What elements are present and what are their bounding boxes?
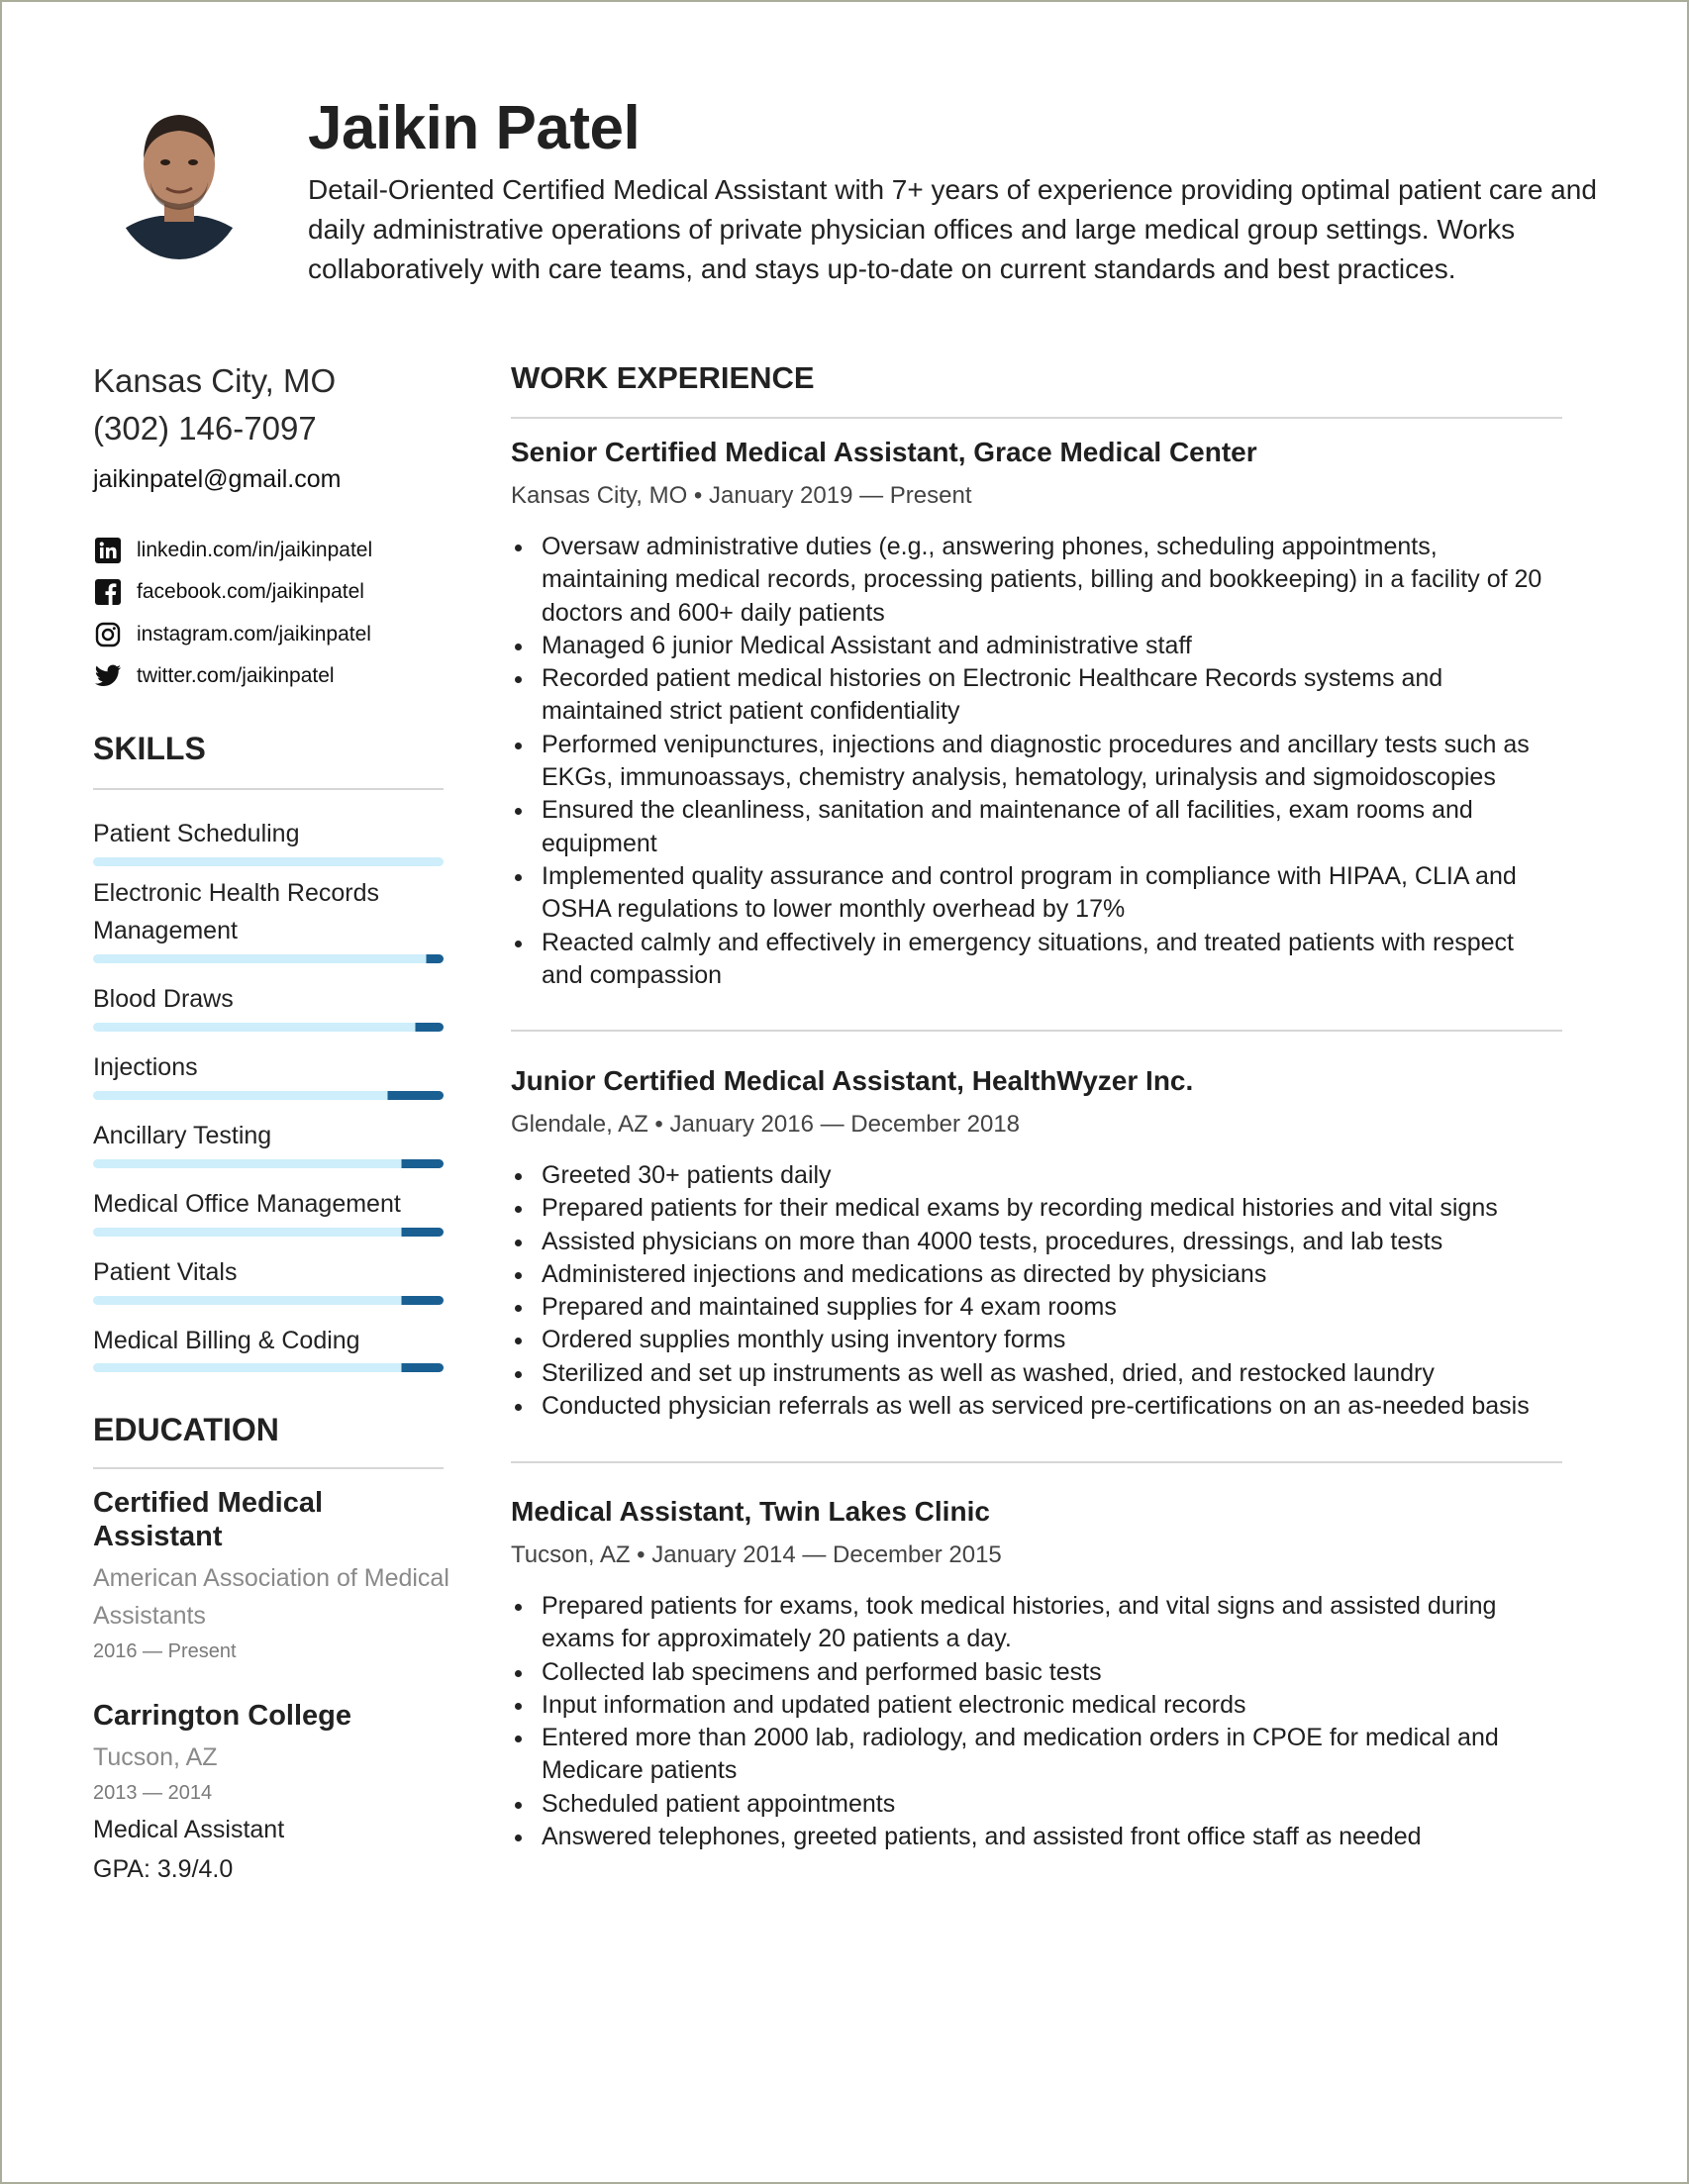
skill-level-fill [93, 1296, 444, 1305]
job-bullet: Performed venipunctures, injections and diagnostic procedures and ancillary tests such as EKGs, immunoassays, chemistry analysis, hematology, urinalysis and sigmoidoscopies [511, 729, 1560, 795]
job-bullets [511, 531, 1560, 992]
candidate-name: Jaikin Patel [308, 94, 641, 162]
social-linkedin[interactable] [93, 535, 372, 566]
job-title: Medical Assistant, Twin Lakes Clinic [511, 1496, 990, 1527]
facebook-icon [93, 577, 123, 607]
job-divider [511, 1030, 1562, 1032]
job-bullet: Ensured the cleanliness, sanitation and maintenance of all facilities, exam rooms and equipment [511, 794, 1560, 860]
job-bullet: Reacted calmly and effectively in emergency situations, and treated patients with respect and compassion [511, 927, 1560, 993]
social-twitter[interactable] [93, 660, 335, 692]
job-bullets [511, 1590, 1560, 1853]
social-instagram-label: instagram.com/jaikinpatel [137, 623, 371, 645]
twitter-icon [93, 661, 123, 691]
job-divider [511, 1461, 1562, 1463]
job-bullet: Prepared patients for their medical exams by recording medical histories and vital signs [511, 1192, 1560, 1225]
job-bullet: Input information and updated patient electronic medical records [511, 1689, 1560, 1722]
job-bullet: Collected lab specimens and performed basic tests [511, 1656, 1560, 1689]
job-bullet: Oversaw administrative duties (e.g., answering phones, scheduling appointments, maintaining medical records, processing patients, billing and bookkeeping) in a facility of 20 doctors and 600+ daily patients [511, 531, 1560, 630]
skill-label: Injections [93, 1053, 198, 1081]
skill-label: Medical Office Management [93, 1190, 401, 1218]
skills-heading: SKILLS [93, 731, 206, 766]
skill-level-fill [93, 954, 444, 963]
job-bullets [511, 1159, 1560, 1423]
skill-label: Patient Scheduling [93, 820, 300, 847]
skill-level-fill [93, 1091, 444, 1100]
skill-label: Ancillary Testing [93, 1122, 272, 1149]
experience-divider [511, 417, 1562, 419]
social-facebook[interactable] [93, 576, 364, 608]
skill-level-bar [93, 1296, 444, 1305]
job-meta: Glendale, AZ • January 2016 — December 2018 [511, 1111, 1021, 1138]
education-heading: EDUCATION [93, 1412, 279, 1447]
job-bullet: Greeted 30+ patients daily [511, 1159, 1560, 1192]
experience-heading: WORK EXPERIENCE [511, 360, 815, 395]
skill-level-bar [93, 1159, 444, 1168]
education-field: Medical Assistant [93, 1816, 285, 1843]
skill-level-bar [93, 954, 444, 963]
job-bullet: Recorded patient medical histories on Electronic Healthcare Records systems and maintained strict patient confidentiality [511, 662, 1560, 729]
skill-label: Medical Billing & Coding [93, 1327, 360, 1354]
skill-level-bar [93, 1091, 444, 1100]
job-bullet: Managed 6 junior Medical Assistant and administrative staff [511, 630, 1560, 662]
skill-level-fill [93, 1363, 444, 1372]
education-divider [93, 1467, 444, 1469]
social-facebook-label: facebook.com/jaikinpatel [137, 580, 364, 603]
education-dates: 2016 — Present [93, 1640, 237, 1662]
job-bullet: Administered injections and medications as directed by physicians [511, 1258, 1560, 1291]
profile-photo [111, 93, 248, 259]
skill-level-bar [93, 857, 444, 866]
skill-label: Electronic Health Records Management [93, 879, 380, 944]
skill-level-bar [93, 1363, 444, 1372]
job-bullet: Scheduled patient appointments [511, 1788, 1560, 1821]
contact-phone: (302) 146-7097 [93, 410, 317, 447]
job-title: Senior Certified Medical Assistant, Grace Medical Center [511, 437, 1257, 467]
job-meta: Tucson, AZ • January 2014 — December 2015 [511, 1541, 1002, 1568]
skill-level-bar [93, 1023, 444, 1032]
education-degree: Carrington College [93, 1700, 352, 1732]
job-bullet: Answered telephones, greeted patients, and assisted front office staff as needed [511, 1821, 1560, 1853]
job-title: Junior Certified Medical Assistant, HealthWyzer Inc. [511, 1065, 1194, 1096]
skill-level-fill [93, 1159, 444, 1168]
job-bullet: Ordered supplies monthly using inventory forms [511, 1324, 1560, 1356]
skill-level-fill [93, 857, 444, 866]
job-bullet: Sterilized and set up instruments as well as washed, dried, and restocked laundry [511, 1357, 1560, 1390]
skill-label: Blood Draws [93, 985, 234, 1013]
skills-divider [93, 788, 444, 790]
job-bullet: Entered more than 2000 lab, radiology, and medication orders in CPOE for medical and Medicare patients [511, 1722, 1560, 1788]
job-bullet: Implemented quality assurance and control program in compliance with HIPAA, CLIA and OSHA regulations to lower monthly overhead by 17% [511, 860, 1560, 927]
education-gpa: GPA: 3.9/4.0 [93, 1855, 234, 1883]
profile-summary: Detail-Oriented Certified Medical Assistant with 7+ years of experience providing optimal patient care and daily administrative operations of private physician offices and large medical group settings. Works collaboratively with care teams, and stays up-to-date on current standards and best practices. [308, 174, 1597, 284]
job-bullet: Prepared patients for exams, took medical histories, and vital signs and assisted during exams for approximately 20 patients a day. [511, 1590, 1560, 1656]
social-twitter-label: twitter.com/jaikinpatel [137, 664, 335, 687]
education-institution: Tucson, AZ [93, 1743, 218, 1771]
job-bullet: Prepared and maintained supplies for 4 exam rooms [511, 1291, 1560, 1324]
job-meta: Kansas City, MO • January 2019 — Present [511, 482, 972, 509]
skill-level-fill [93, 1228, 444, 1237]
social-linkedin-label: linkedin.com/in/jaikinpatel [137, 539, 373, 561]
skill-level-bar [93, 1228, 444, 1237]
contact-email[interactable]: jaikinpatel@gmail.com [93, 465, 342, 493]
education-dates: 2013 — 2014 [93, 1782, 213, 1804]
linkedin-icon [93, 536, 123, 565]
skill-label: Patient Vitals [93, 1258, 238, 1286]
instagram-icon [93, 620, 123, 649]
contact-city: Kansas City, MO [93, 362, 337, 399]
job-bullet: Conducted physician referrals as well as serviced pre-certifications on an as-needed basis [511, 1390, 1560, 1423]
skill-level-fill [93, 1023, 444, 1032]
education-institution: American Association of Medical Assistants [93, 1564, 449, 1630]
education-degree: Certified Medical Assistant [93, 1487, 324, 1552]
job-bullet: Assisted physicians on more than 4000 tests, procedures, dressings, and lab tests [511, 1226, 1560, 1258]
social-instagram[interactable] [93, 619, 371, 650]
